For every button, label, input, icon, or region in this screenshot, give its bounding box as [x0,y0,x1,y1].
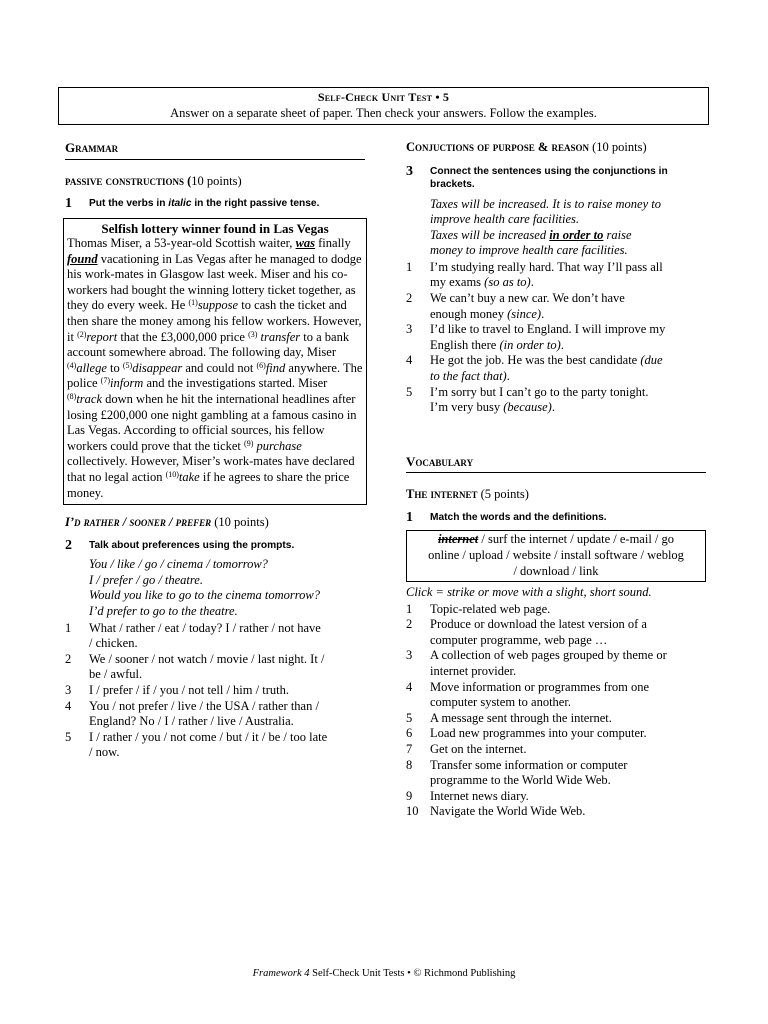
rather-examples [65,557,365,619]
gap-verb: inform [110,376,144,391]
story-title: Selfish lottery winner found in Las Vegas [101,220,329,236]
instruction-text [89,196,319,210]
test-title: Self-Check Unit Test • 5 [317,90,450,104]
gap-verb: transfer [260,329,301,344]
struck-example-word: internet [437,532,479,547]
item-line: programme to the World Wide Web. [430,773,611,788]
item-line: internet provider. [430,664,517,679]
instruction-text: Talk about preferences using the prompts. [89,539,295,551]
internet-heading [406,487,706,503]
example-line [406,228,706,244]
item-line: He got the job. He was the best candidate [430,353,641,368]
story-part: collectively. However, Miser’s work-mates have declared that no legal action [67,454,355,484]
vocabulary-heading: Vocabulary [406,454,706,474]
item-line: computer programme, web page … [430,632,608,647]
item-number: 8 [406,757,413,772]
gap-verb: allege [76,360,107,375]
list-item [65,730,365,761]
list-item [406,291,706,322]
item-text [430,711,612,727]
list-item [406,711,706,727]
item-line: Get on the internet. [430,742,527,757]
conjunction-prompt: to the fact that) [430,369,507,384]
item-text [430,742,527,758]
conjunction-prompt: (in order to) [499,337,561,352]
list-item [406,260,706,291]
item-line: / chicken. [89,636,138,651]
conjunctions-heading [406,140,706,156]
item-number: 2 [65,651,72,666]
header-box [58,87,709,125]
item-line: Load new programmes into your computer. [430,726,647,741]
item-line: Topic-related web page. [430,601,551,616]
item-line: / now. [89,745,120,760]
story-part: down when he hit the international headlines after losing £200,000 one night gambling at a famous casino in Las Vegas. According to official sources, his fellow workers could prove that the ticket [67,392,357,453]
story-text [67,236,363,501]
exercise-number: 1 [406,509,413,525]
list-item [406,602,706,618]
item-number: 3 [406,648,413,663]
story-part: and could not [182,360,257,375]
gap-number: (8) [67,392,77,402]
list-item [406,726,706,742]
list-item [65,652,365,683]
item-line: English there [430,337,500,352]
item-text [430,726,647,742]
item-line: A message sent through the internet. [430,710,612,725]
item-line: enough money [430,306,508,321]
exercise-3-instruction [406,164,706,191]
vocab-exercise-1-instruction [406,510,706,526]
item-line: Internet news diary. [430,788,529,803]
story-part: to a bank account somewhere abroad. The following day, Miser [67,329,350,360]
conjunction-prompt: (so as to) [484,275,531,290]
item-line: You / not prefer / live / the USA / rather than / [89,698,319,713]
gap-verb: track [76,392,103,407]
gap-verb: find [265,360,286,375]
example-answer: in order to [549,227,604,242]
list-item [65,621,365,652]
list-item [65,699,365,730]
word-bank-line: online / upload / website / install software / weblog [428,547,684,562]
item-line: A collection of web pages grouped by theme or [430,648,667,663]
story-part: vacationing in Las Vegas after he managed to dodge his work-mates in Glasgow last week. Miser and his co-workers had bought the winning lottery ticket together, as they do every week. He [67,251,362,313]
item-text [430,789,529,805]
list-item [406,322,706,353]
passive-heading-label: passive constructions ( [65,173,192,188]
internet-heading-label: The internet [406,487,478,502]
item-line: be / awful. [89,667,143,682]
item-text [430,617,647,648]
story-part: if he agrees to share the price money. [67,470,350,500]
item-line: Navigate the World Wide Web. [430,804,586,819]
story-box [63,218,367,506]
example-line: money to improve health care facilities. [430,243,628,258]
gap-verb: take [178,470,200,484]
item-text [89,652,324,683]
grammar-heading: Grammar [65,140,365,160]
list-item [406,789,706,805]
item-text [89,621,321,652]
item-number: 1 [406,259,413,274]
example-part: Taxes will be increased [430,227,550,242]
item-number: 2 [406,291,413,306]
item-line: Move information or programmes from one [430,679,650,694]
item-text [430,260,663,291]
story-part: anywhere. The police [67,360,363,391]
item-line: I / rather / you / not come / but / it / be / too late [89,729,328,744]
item-text [89,683,289,699]
conjunctions-points: (10 points) [588,140,647,154]
item-number: 7 [406,742,413,757]
right-column [406,140,706,820]
item-text [430,804,585,820]
list-item [406,742,706,758]
list-item [65,683,365,699]
list-item [406,353,706,384]
exercise-1-instruction [65,196,365,212]
example-answer: found [67,251,98,266]
gap-verb: disappear [132,360,183,375]
instruction-text: Connect the sentences using the conjunctions in brackets. [430,165,668,190]
example-line: Taxes will be increased. It is to raise money to [430,196,661,211]
item-number: 4 [406,353,413,368]
example-line: I / prefer / go / theatre. [89,572,203,587]
item-line: I’m studying really hard. That way I’ll pass all [430,259,663,274]
left-column [65,140,365,761]
item-line: . [560,337,564,352]
item-number: 1 [406,601,413,616]
item-line: I / prefer / if / you / not tell / him / truth. [89,682,289,697]
item-number: 9 [406,788,413,803]
item-line: We can’t buy a new car. We don’t have [430,291,625,306]
gap-verb: purchase [256,438,302,453]
gap-number: (5) [122,360,133,370]
item-text [430,322,665,353]
item-number: 5 [406,384,413,399]
gap-number: (7) [100,376,110,386]
story-part: finally [315,236,351,251]
gap-number: (1) [188,298,198,308]
passive-heading [65,174,365,190]
item-line: . [551,400,555,415]
gap-number: (3) [248,329,258,339]
item-number: 2 [406,617,413,632]
example-line: improve health care facilities. [430,212,580,227]
item-text [89,699,319,730]
item-text [430,291,625,322]
item-number: 6 [406,726,413,741]
instr-part: in the right passive tense. [191,198,320,209]
rather-points: (10 points) [211,515,269,530]
page-footer [0,966,768,982]
item-number: 1 [65,620,72,635]
item-number: 4 [406,679,413,694]
conjunctions-items [406,260,706,416]
item-number: 3 [406,322,413,337]
example-line: You / like / go / cinema / tomorrow? [89,557,268,572]
list-item [406,758,706,789]
story-part: to cash the ticket and then share the money among his fellow workers. However, it [67,298,362,344]
story-part: and the investigations started. Miser [143,376,328,391]
footer-book-title: Framework 4 [252,968,310,979]
item-text [430,758,627,789]
item-line: We / sooner / not watch / movie / last night. It / [89,651,325,666]
word-bank [406,530,706,582]
gap-number: (9) [244,438,254,448]
exercise-2-instruction [65,538,365,554]
conjunction-prompt: (since) [507,306,542,321]
instr-italic: italic [168,198,192,209]
test-instructions: Answer on a separate sheet of paper. Then check your answers. Follow the examples. [170,105,597,120]
item-line: . [530,275,534,290]
example-line: I’d prefer to go to the theatre. [89,603,238,618]
item-number: 5 [65,729,72,744]
gap-number: (2) [77,329,87,339]
footer-text: Self-Check Unit Tests • © Richmond Publishing [309,968,516,979]
item-number: 3 [65,682,72,697]
item-line: computer system to another. [430,695,571,710]
item-line: my exams [430,275,485,290]
story-part: that the £3,000,000 price [117,329,249,344]
item-text [430,385,648,416]
list-item [406,385,706,416]
list-item [406,648,706,679]
item-line: I’d like to travel to England. I will improve my [430,322,666,337]
instruction-text: Match the words and the definitions. [430,511,607,523]
list-item [406,680,706,711]
list-item [406,617,706,648]
exercise-number: 3 [406,163,413,179]
conjunction-prompt: (due [640,353,663,368]
item-line: I’m very busy [430,400,504,415]
story-part: Thomas Miser, a 53-year-old Scottish waiter, [67,236,296,251]
rather-heading [65,515,365,531]
item-line: I’m sorry but I can’t go to the party tonight. [430,384,649,399]
item-number: 10 [406,804,419,819]
example-line: Would you like to go to the cinema tomorrow? [89,588,320,603]
item-line: . [541,306,545,321]
item-line: What / rather / eat / today? I / rather / not have [89,620,321,635]
conjunction-prompt: (because) [503,400,552,415]
rather-heading-label: I’d rather / sooner / prefer [65,515,212,530]
item-line: Produce or download the latest version of a [430,617,647,632]
item-number: 4 [65,698,72,713]
item-text [89,730,327,761]
vocab-example: Click = strike or move with a slight, short sound. [406,585,652,600]
rather-items [65,621,365,761]
gap-number: (6) [256,360,266,370]
list-item [406,804,706,820]
item-number: 5 [406,710,413,725]
vocab-items [406,602,706,820]
gap-number: (4) [67,360,77,370]
gap-verb: report [86,329,118,344]
item-text [430,353,663,384]
gap-verb: suppose [197,298,239,313]
item-text [430,602,550,618]
exercise-number: 2 [65,537,72,553]
example-part: raise [603,227,632,242]
conjunctions-heading-label: Conjuctions of purpose & reason [406,140,589,154]
internet-points: (5 points) [477,487,529,502]
item-line: Transfer some information or computer [430,757,628,772]
instr-part: Put the verbs in [89,198,169,209]
story-part: to [106,360,123,375]
item-text [430,680,649,711]
conjunctions-example [406,197,706,259]
item-line: . [506,369,510,384]
word-bank-line: / download / link [513,563,599,578]
passive-points: 10 points) [191,173,242,188]
item-line: England? No / I / rather / live / Australia. [89,714,294,729]
gap-number: (10) [165,470,179,479]
exercise-number: 1 [65,196,72,211]
example-answer: was [295,236,316,251]
item-text [430,648,667,679]
word-bank-line: / surf the internet / update / e-mail / go [478,532,675,547]
